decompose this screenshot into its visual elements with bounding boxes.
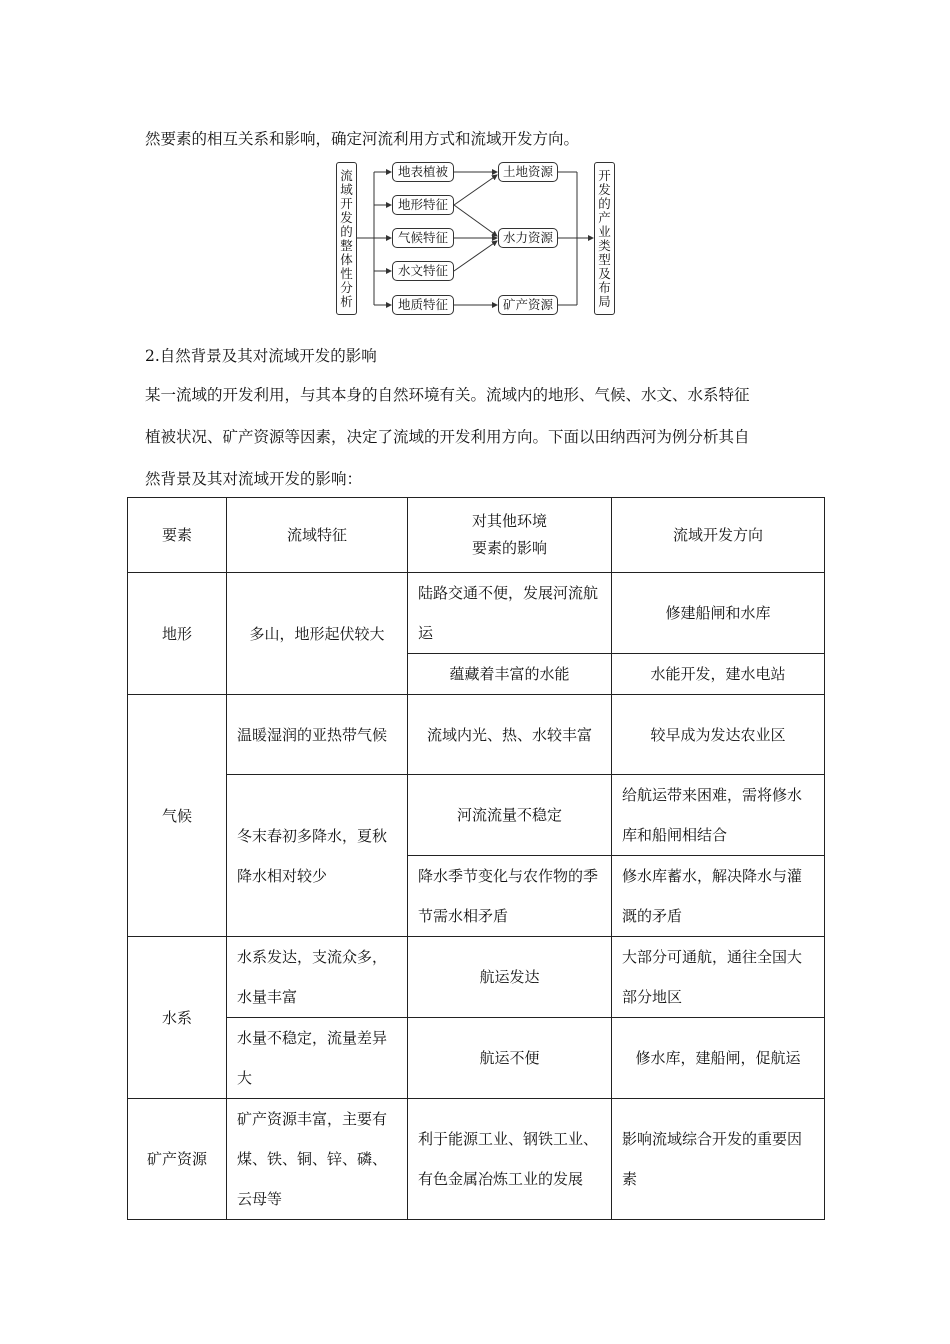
diagram-right-text: 开发的产业类型及布局 [598,167,611,309]
header-factor: 要素 [128,498,227,573]
header-impact-line-1: 对其他环境 [471,512,547,530]
table-row [128,1018,825,1099]
feature-cell: 水量不稳定，流量差异大 [227,1018,408,1099]
paragraph-line-2: 植被状况、矿产资源等因素，决定了流域的开发利用方向。下面以田纳西河为例分析其自 [145,428,750,446]
diagram-node-hydropower-resources: 水力资源 [498,228,558,248]
diagram-right-box [594,162,615,315]
section-heading: 2.自然背景及其对流域开发的影响 [145,347,377,365]
diagram-left-box [336,162,357,315]
diagram-connectors [330,158,622,318]
direction-cell: 水能开发，建水电站 [612,654,825,695]
direction-cell: 修建船闸和水库 [612,573,825,654]
intro-line: 然要素的相互关系和影响，确定河流利用方式和流域开发方向。 [145,130,580,148]
factor-cell: 气候 [128,695,227,937]
feature-cell: 冬末春初多降水，夏秋降水相对较少 [227,775,408,937]
paragraph-line-1: 某一流域的开发利用，与其本身的自然环境有关。流域内的地形、气候、水文、水系特征 [145,386,750,404]
table-row [128,573,825,654]
direction-cell: 修水库，建船闸，促航运 [612,1018,825,1099]
table-row [128,775,825,856]
diagram-left-text: 流域开发的整体性分析 [340,167,353,309]
paragraph-line-3: 然背景及其对流域开发的影响： [145,470,363,488]
diagram-node-geology: 地质特征 [392,295,454,315]
feature-cell: 水系发达，支流众多，水量丰富 [227,937,408,1018]
header-direction: 流域开发方向 [612,498,825,573]
impact-cell: 蕴藏着丰富的水能 [408,654,612,695]
header-impact [408,498,612,573]
diagram-node-terrain: 地形特征 [392,195,454,215]
impact-cell: 降水季节变化与农作物的季节需水相矛盾 [408,856,612,937]
factor-cell: 地形 [128,573,227,695]
diagram-node-land-resources: 土地资源 [498,162,558,182]
impact-cell: 陆路交通不便，发展河流航运 [408,573,612,654]
impact-cell: 利于能源工业、钢铁工业、有色金属冶炼工业的发展 [408,1099,612,1220]
feature-cell: 多山，地形起伏较大 [227,573,408,695]
table-row [128,937,825,1018]
factor-cell: 水系 [128,937,227,1099]
diagram-node-hydrology: 水文特征 [392,261,454,281]
table-header-row [128,498,825,573]
diagram-node-mineral-resources: 矿产资源 [498,295,558,315]
impact-cell: 航运发达 [408,937,612,1018]
feature-cell: 矿产资源丰富，主要有煤、铁、铜、锌、磷、云母等 [227,1099,408,1220]
feature-cell: 温暖湿润的亚热带气候 [227,695,408,775]
direction-cell: 较早成为发达农业区 [612,695,825,775]
impact-cell: 流域内光、热、水较丰富 [408,695,612,775]
diagram-node-climate: 气候特征 [392,228,454,248]
direction-cell: 给航运带来困难，需将修水库和船闸相结合 [612,775,825,856]
diagram-node-vegetation: 地表植被 [392,162,454,182]
impact-cell: 航运不便 [408,1018,612,1099]
impact-cell: 河流流量不稳定 [408,775,612,856]
table-row [128,695,825,775]
flow-diagram [330,158,622,318]
table-row [128,1099,825,1220]
factor-cell: 矿产资源 [128,1099,227,1220]
direction-cell: 影响流域综合开发的重要因素 [612,1099,825,1220]
direction-cell: 修水库蓄水，解决降水与灌溉的矛盾 [612,856,825,937]
factor-table [127,497,825,1220]
header-impact-line-2: 要素的影响 [471,539,547,557]
direction-cell: 大部分可通航，通往全国大部分地区 [612,937,825,1018]
header-feature: 流域特征 [227,498,408,573]
